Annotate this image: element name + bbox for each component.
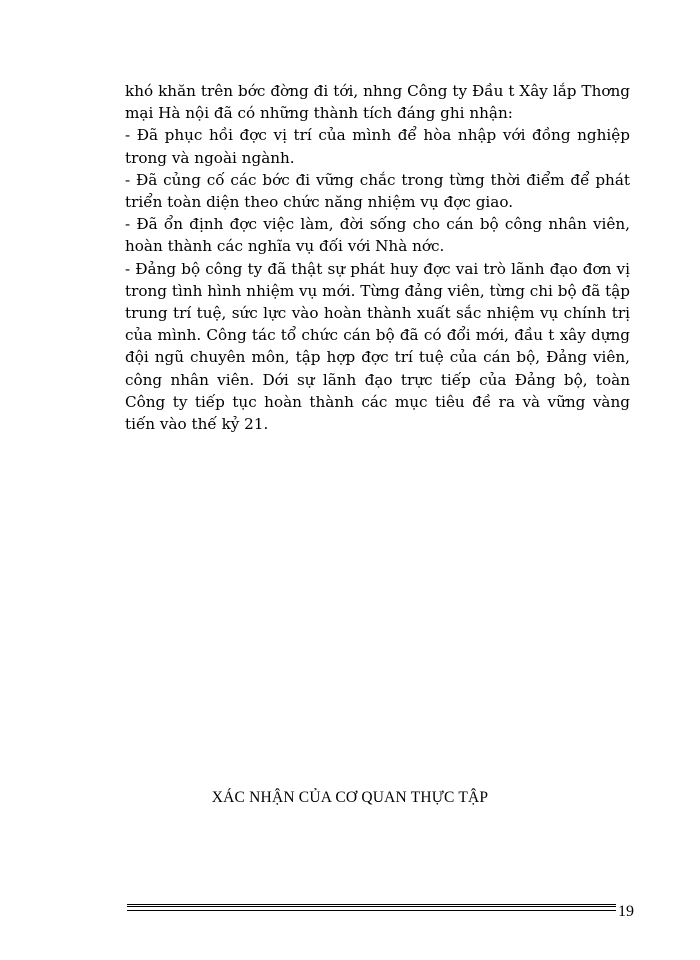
footer-rule xyxy=(127,904,632,911)
paragraph-intro: khó khăn trên bớc đờng đi tới, nhng Công ty Đầu t Xây lắp Thơng mại Hà nội đã có những thành tích đáng ghi nhận: xyxy=(125,82,630,123)
page-number: 19 xyxy=(618,903,634,920)
confirmation-heading: XÁC NHẬN CỦA CƠ QUAN THỰC TẬP xyxy=(211,789,489,806)
paragraph-item-1: - Đã phục hồi đợc vị trí của mình để hòa nhập với đồng nghiệp trong và ngoài ngành. xyxy=(125,126,630,167)
body-text xyxy=(125,80,630,435)
paragraph-item-3: - Đã ổn định đợc việc làm, đời sống cho cán bộ công nhân viên, hoàn thành các nghĩa vụ đối với Nhà nớc. xyxy=(125,215,630,256)
paragraph-item-4: - Đảng bộ công ty đã thật sự phát huy đợc vai trò lãnh đạo đơn vị trong tình hình nhiệm vụ mới. Từng đảng viên, từng chi bộ đã tập trung trí tuệ, sức lực vào hoàn thành xuất sắc nhiệm vụ chính trị của mình. Công tác tổ chức cán bộ đã có đổi mới, đầu t xây dựng đội ngũ chuyên môn, tập hợp đợc trí tuệ của cán bộ, Đảng viên, công nhân viên. Dới sự lãnh đạo trực tiếp của Đảng bộ, toàn Công ty tiếp tục hoàn thành các mục tiêu đề ra và vững vàng tiến vào thế kỷ 21. xyxy=(125,259,630,434)
paragraph-item-2: - Đã củng cố các bớc đi vững chắc trong từng thời điểm để phát triển toàn diện theo chức năng nhiệm vụ đợc giao. xyxy=(125,170,630,212)
